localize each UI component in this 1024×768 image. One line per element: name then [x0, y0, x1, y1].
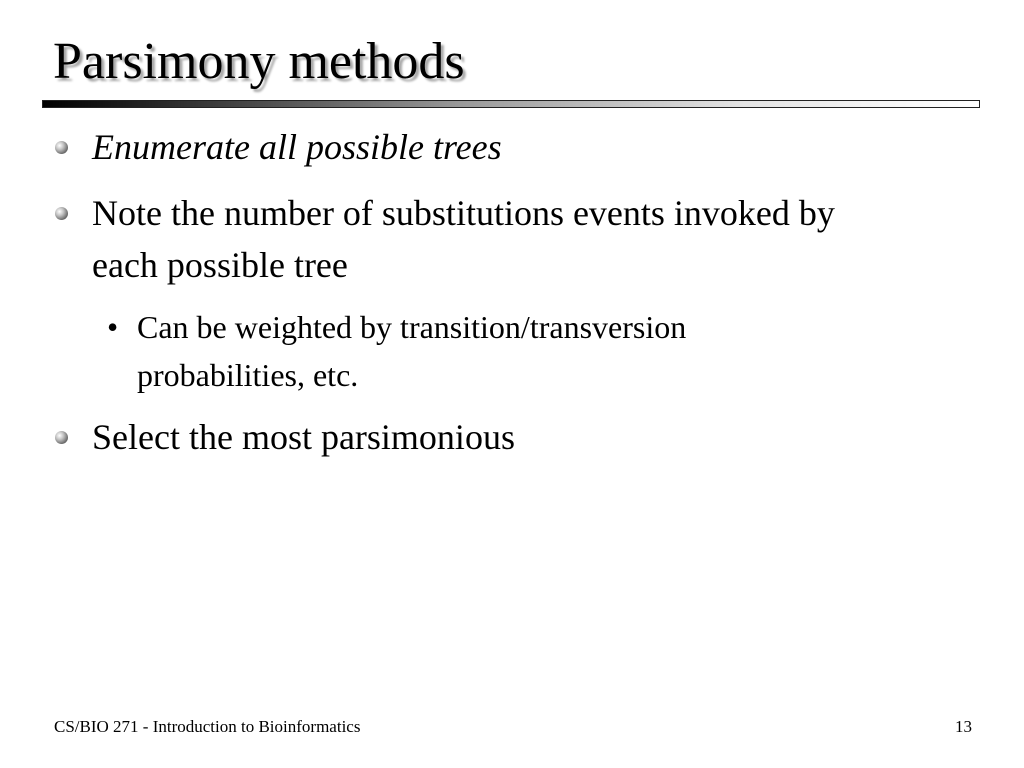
bullet-text: Select the most parsimonious — [92, 417, 515, 457]
sub-bullet-item — [107, 303, 857, 399]
bullet-text: Note the number of substitutions events invoked by each possible tree — [92, 193, 835, 285]
round-bullet-icon — [55, 431, 68, 444]
footer-course-title: CS/BIO 271 - Introduction to Bioinformatics — [54, 717, 361, 736]
title-divider — [42, 100, 980, 108]
sub-bullet-text: Can be weighted by transition/transversion probabilities, etc. — [137, 309, 687, 393]
slide-title: Parsimony methods — [53, 33, 465, 90]
bullet-text: Enumerate all possible trees — [92, 127, 502, 167]
bullet-item — [92, 411, 872, 463]
sub-bullet-marker: • — [107, 309, 119, 345]
round-bullet-icon — [55, 141, 68, 154]
footer-page-number: 13 — [955, 717, 972, 736]
bullet-item — [92, 121, 872, 173]
bullet-item — [92, 187, 872, 291]
round-bullet-icon — [55, 207, 68, 220]
